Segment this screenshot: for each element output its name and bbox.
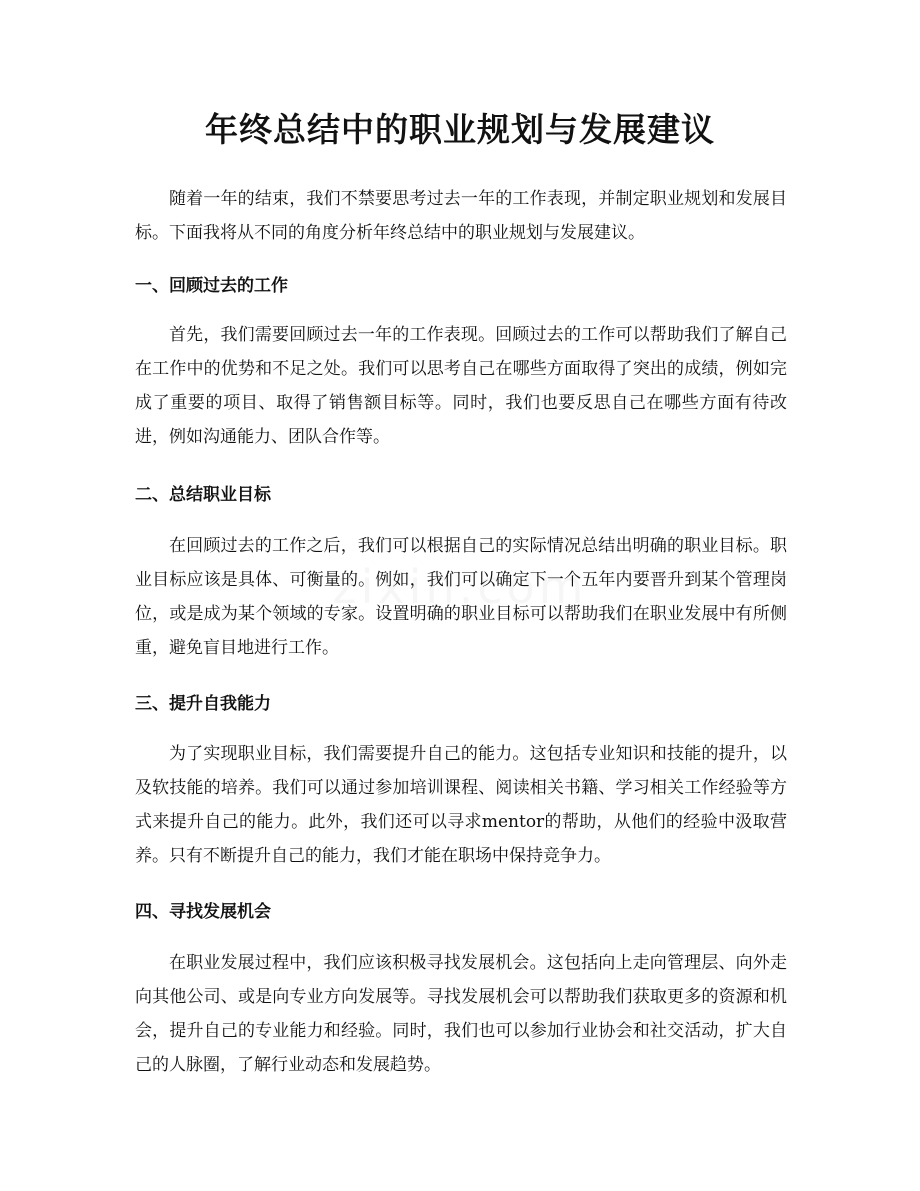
section-heading-goals: 二、总结职业目标 bbox=[135, 485, 271, 505]
section-body-opportunities: 在职业发展过程中，我们应该积极寻找发展机会。这包括向上走向管理层、向外走向其他公司、或是向专业方向发展等。寻找发展机会可以帮助我们获取更多的资源和机会，提升自己的专业能力和经验。同时，我们也可以参加行业协会和社交活动，扩大自己的人脉圈，了解行业动态和发展趋势。 bbox=[135, 953, 787, 1075]
intro-paragraph: 随着一年的结束，我们不禁要思考过去一年的工作表现，并制定职业规划和发展目标。下面我将从不同的角度分析年终总结中的职业规划与发展建议。 bbox=[135, 189, 787, 243]
section-heading-review: 一、回顾过去的工作 bbox=[135, 276, 288, 296]
section-heading-opportunities: 四、寻找发展机会 bbox=[135, 902, 271, 922]
section-heading-abilities: 三、提升自我能力 bbox=[135, 694, 271, 714]
section-body-goals: 在回顾过去的工作之后，我们可以根据自己的实际情况总结出明确的职业目标。职业目标应该是具体、可衡量的。例如，我们可以确定下一个五年内要晋升到某个管理岗位，或是成为某个领域的专家。设置明确的职业目标可以帮助我们在职业发展中有所侧重，避免盲目地进行工作。 bbox=[135, 536, 787, 658]
page-title: 年终总结中的职业规划与发展建议 bbox=[205, 110, 715, 149]
section-body-review: 首先，我们需要回顾过去一年的工作表现。回顾过去的工作可以帮助我们了解自己在工作中的优势和不足之处。我们可以思考自己在哪些方面取得了突出的成绩，例如完成了重要的项目、取得了销售额目标等。同时，我们也要反思自己在哪些方面有待改进，例如沟通能力、团队合作等。 bbox=[135, 325, 787, 447]
section-body-abilities: 为了实现职业目标，我们需要提升自己的能力。这包括专业知识和技能的提升，以及软技能的培养。我们可以通过参加培训课程、阅读相关书籍、学习相关工作经验等方式来提升自己的能力。此外，我们还可以寻求mentor的帮助，从他们的经验中汲取营养。只有不断提升自己的能力，我们才能在职场中保持竞争力。 bbox=[135, 744, 787, 866]
